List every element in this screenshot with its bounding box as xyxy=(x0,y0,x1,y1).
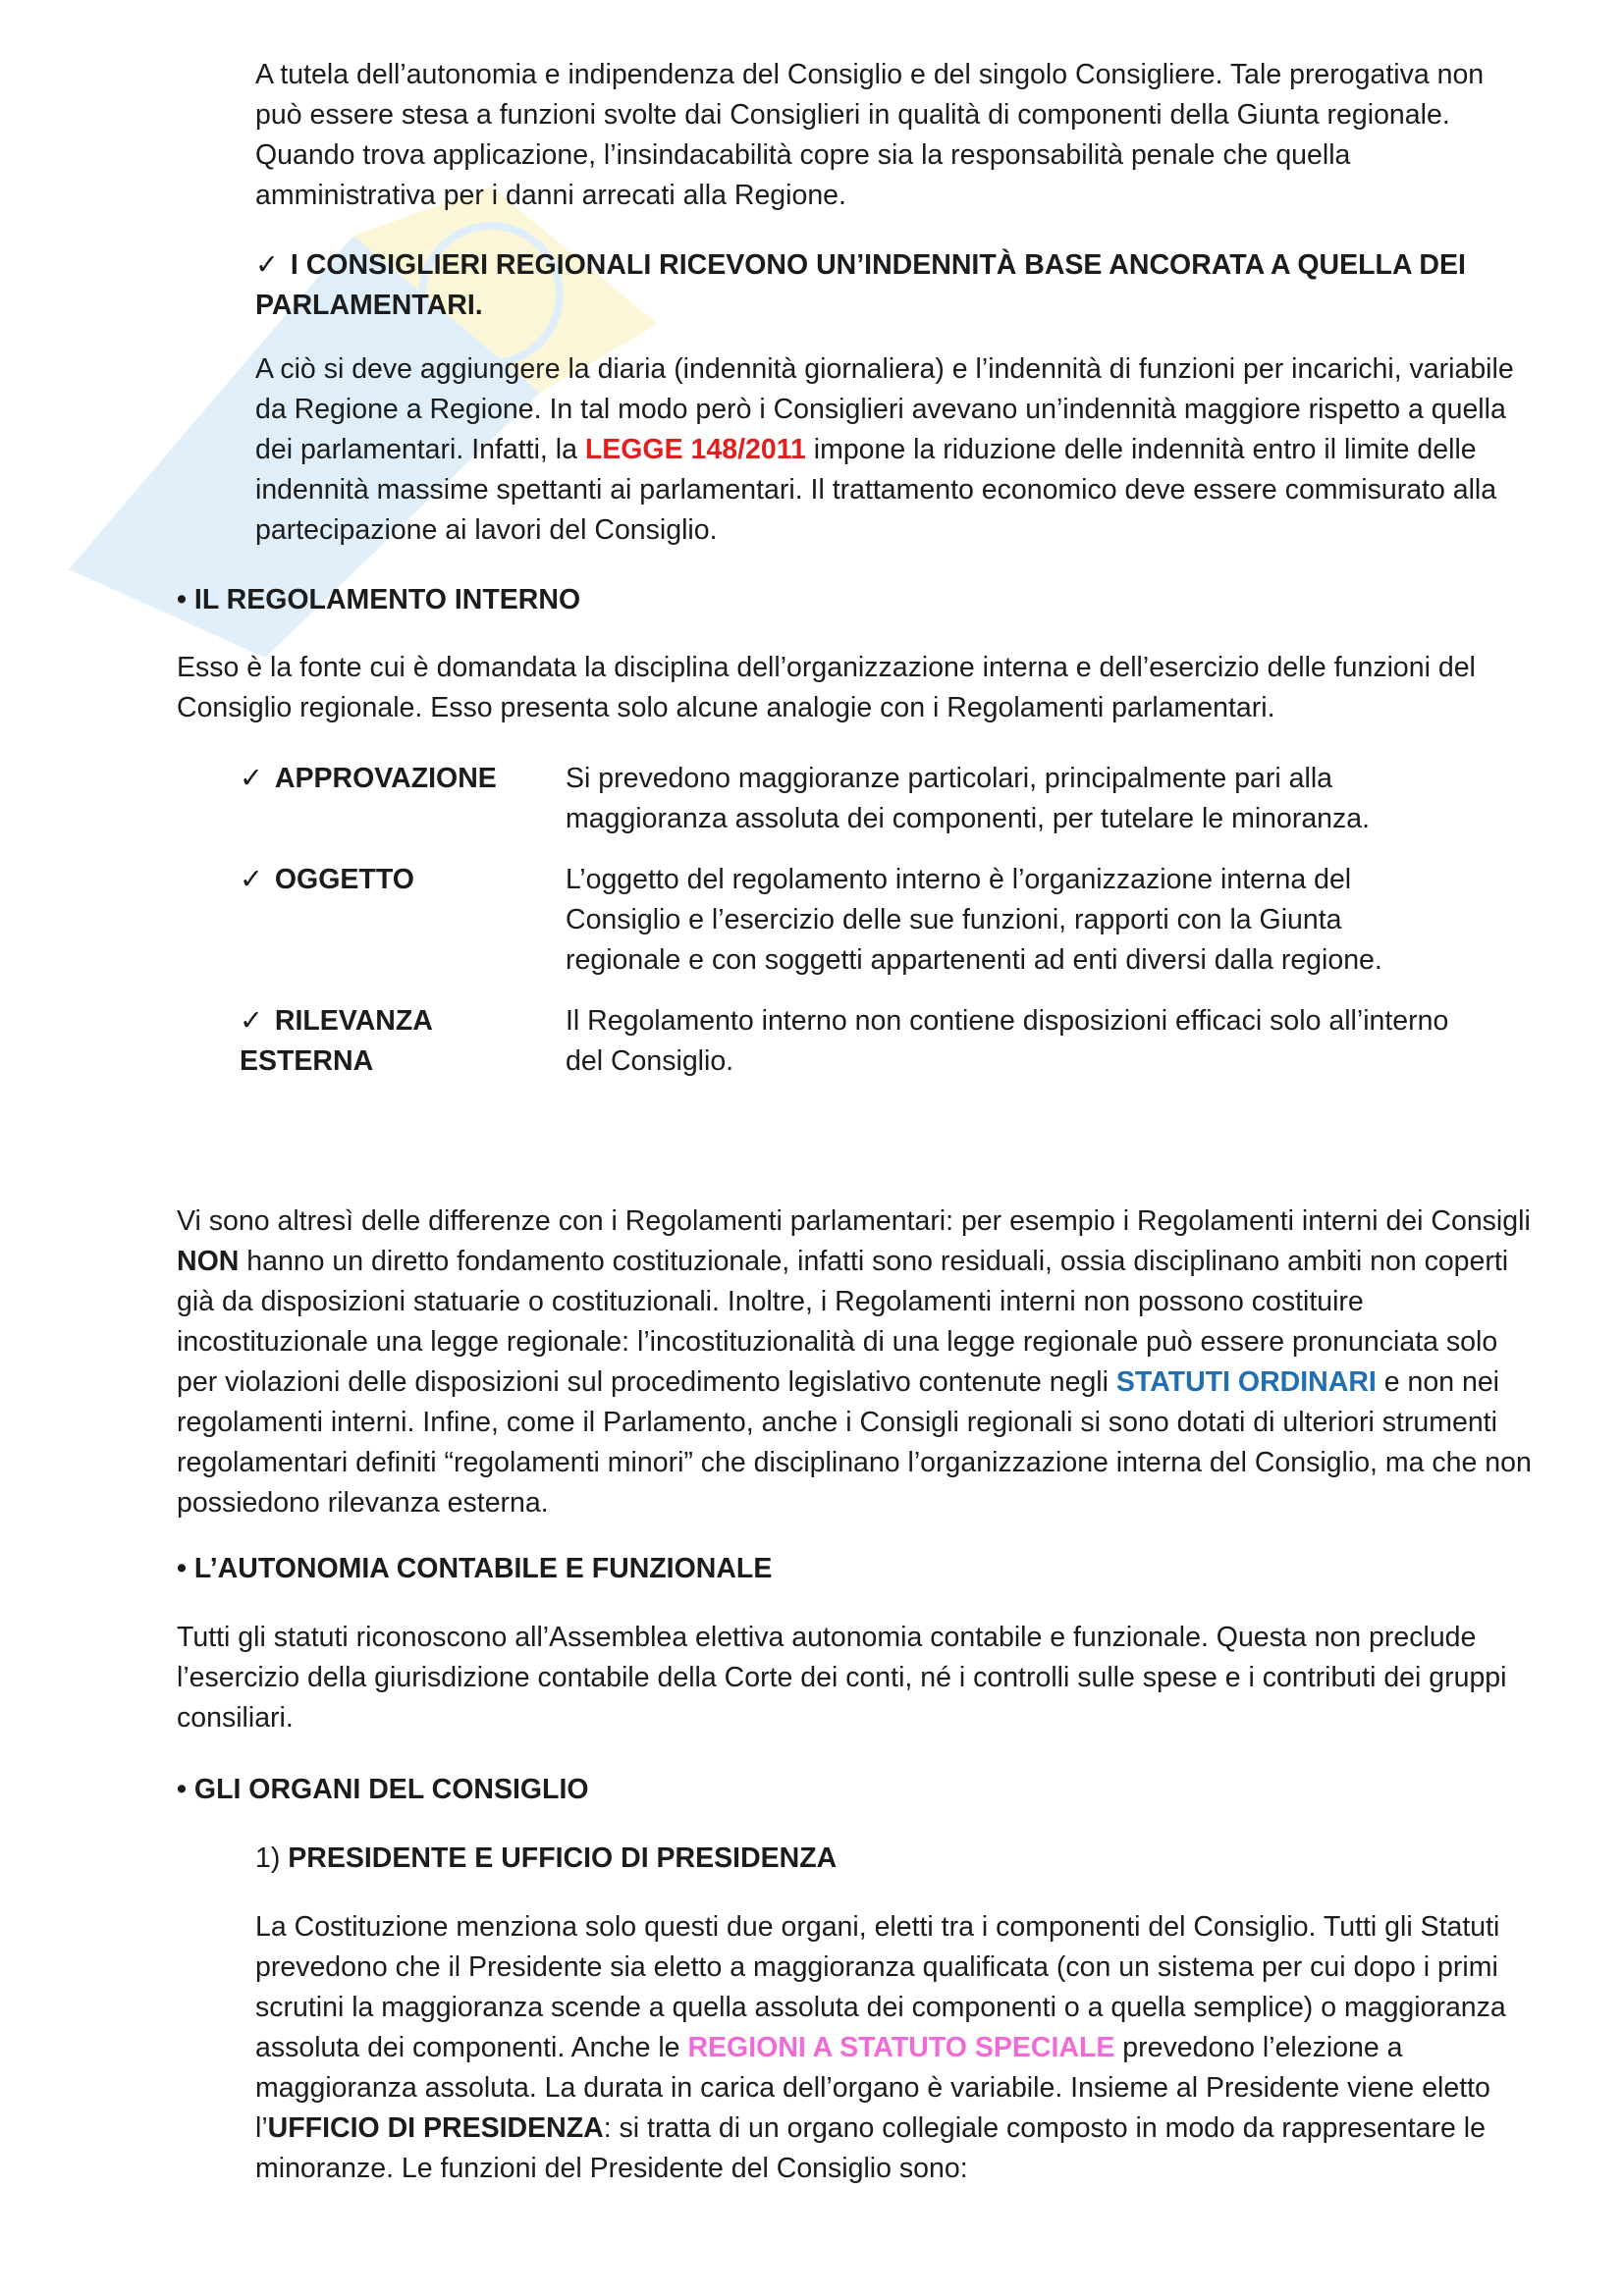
non-emphasis: NON xyxy=(177,1246,240,1277)
term-label: RILEVANZA ESTERNA xyxy=(240,1005,432,1077)
heading-organi: • GLI ORGANI DEL CONSIGLIO xyxy=(177,1774,589,1805)
checkmark-icon: ✓ xyxy=(240,1005,263,1037)
term-definition: L’oggetto del regolamento interno è l’organizzazione interna del Consiglio e l’esercizio delle sue funzioni, rapporti con la Giunta regionale e con soggetti appartenenti ad enti diversi dalla regione. xyxy=(566,864,1382,976)
term-row-rilevanza xyxy=(240,1001,1545,1082)
paragraph-autonomia: Tutti gli statuti riconoscono all’Assemblea elettiva autonomia contabile e funzionale. Questa non preclude l’esercizio della giurisdizione contabile della Corte dei conti, né i controlli sulle spese e i contributi dei gruppi consiliari. xyxy=(177,1622,1507,1734)
heading-autonomia: • L’AUTONOMIA CONTABILE E FUNZIONALE xyxy=(177,1553,773,1584)
term-definition: Si prevedono maggioranze particolari, principalmente pari alla maggioranza assoluta dei componenti, per tutelare le minoranza. xyxy=(566,763,1371,834)
heading-regolamento-interno: • IL REGOLAMENTO INTERNO xyxy=(177,584,581,615)
paragraph-regolamento: Esso è la fonte cui è domandata la disciplina dell’organizzazione interna e dell’esercizio delle funzioni del Consiglio regionale. Esso presenta solo alcune analogie con i Regolamenti parlamentari. xyxy=(177,652,1476,723)
paragraph-insindacabilita: A tutela dell’autonomia e indipendenza del Consiglio e del singolo Consigliere. Tale prerogativa non può essere stesa a funzioni svolte dai Consiglieri in qualità di componenti della Giunta regionale. Quando trova applicazione, l’insindacabilità copre sia la responsabilità penale che quella amministrativa per i danni arrecati alla Regione. xyxy=(255,59,1485,211)
paragraph-indennita: A ciò si deve aggiungere la diaria (indennità giornaliera) e l’indennità di funzioni per incarichi, variabile da Regione a Regione. In tal modo però i Consiglieri avevano un’indennità maggiore rispetto a quella dei parlamentari. Infatti, la LEGGE 148/2011 impone la riduzione delle indennità entro il limite delle indennità massime spettanti ai parlamentari. Il trattamento economico deve essere commisurato alla partecipazione ai lavori del Consiglio. xyxy=(255,353,1514,546)
subheading-presidente: 1) PRESIDENTE E UFFICIO DI PRESIDENZA xyxy=(255,1842,838,1874)
term-row-oggetto xyxy=(240,860,1545,981)
legge-highlight: LEGGE 148/2011 xyxy=(584,434,806,465)
ufficio-emphasis: UFFICIO DI PRESIDENZA xyxy=(267,2112,604,2144)
statuti-highlight: STATUTI ORDINARI xyxy=(1115,1366,1377,1398)
term-row-approvazione xyxy=(240,759,1545,839)
term-label: OGGETTO xyxy=(274,864,414,895)
regioni-highlight: REGIONI A STATUTO SPECIALE xyxy=(687,2032,1115,2063)
term-definition: Il Regolamento interno non contiene disposizioni efficaci solo all’interno del Consiglio. xyxy=(566,1005,1449,1077)
paragraph-presidente: La Costituzione menziona solo questi due organi, eletti tra i componenti del Consiglio. Tutti gli Statuti prevedono che il Presidente sia eletto a maggioranza qualificata (con un sistema per cui dopo i primi scrutini la maggioranza scende a quella assoluta dei componenti o a quella semplice) o maggioranza assoluta dei componenti. Anche le REGIONI A STATUTO SPECIALE prevedono l’elezione a maggioranza assoluta. La durata in carica dell’organo è variabile. Insieme al Presidente viene eletto l’UFFICIO DI PRESIDENZA: si tratta di un organo collegiale composto in modo da rappresentare le minoranze. Le funzioni del Presidente del Consiglio sono: xyxy=(255,1911,1506,2184)
checkmark-icon: ✓ xyxy=(255,249,279,281)
paragraph-differenze: Vi sono altresì delle differenze con i Regolamenti parlamentari: per esempio i Regolamenti interni dei Consigli NON hanno un diretto fondamento costituzionale, infatti sono residuali, ossia disciplinano ambiti non coperti già da disposizioni statuarie o costituzionali. Inoltre, i Regolamenti interni non possono costituire incostituzionale una legge regionale: l’incostituzionalità di una legge regionale può essere pronunciata solo per violazioni delle disposizioni sul procedimento legislativo contenute negli STATUTI ORDINARI e non nei regolamenti interni. Infine, come il Parlamento, anche i Consigli regionali si sono dotati di ulteriori strumenti regolamentari definiti “regolamenti minori” che disciplinano l’organizzazione interna del Consiglio, ma che non possiedono rilevanza esterna. xyxy=(177,1205,1532,1519)
checkmark-icon: ✓ xyxy=(240,864,263,895)
checkmark-icon: ✓ xyxy=(240,763,263,794)
heading-indennita: ✓ I CONSIGLIERI REGIONALI RICEVONO UN’INDENNITÀ BASE ANCORATA A QUELLA DEI PARLAMENTARI. xyxy=(255,249,1466,321)
term-label: APPROVAZIONE xyxy=(274,763,497,794)
